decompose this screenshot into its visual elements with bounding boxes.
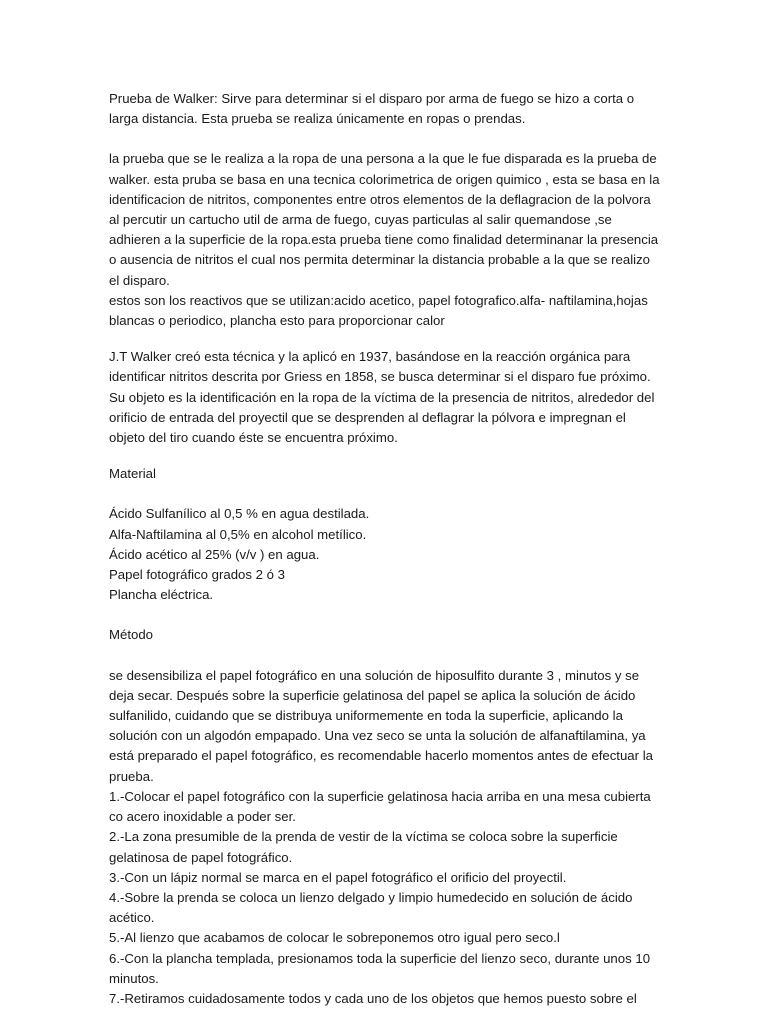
materials-list [109,504,661,605]
paragraph-gap [109,605,661,625]
method-heading: Método [109,627,153,643]
intro-paragraph: Prueba de Walker: Sirve para determinar si el disparo por arma de fuego se hizo a corta o larga distancia. Esta prueba se realiza únicamente en ropas o prendas. [109,91,635,127]
method-step: 2.-La zona presumible de la prenda de vestir de la víctima se coloca sobre la superficie gelatinosa de papel fotográfico. [109,829,618,865]
method-step: 7.-Retiramos cuidadosamente todos y cada uno de los objetos que hemos puesto sobre el [109,990,637,1006]
method-step: 6.-Con la plancha templada, presionamos toda la superficie del lienzo seco, durante unos 10 minutos. [109,950,651,986]
method-step: 1.-Colocar el papel fotográfico con la superficie gelatinosa hacia arriba en una mesa cubierta co acero inoxidable a poder ser. [109,788,651,825]
walker-description-paragraph: la prueba que se le realiza a la ropa de una persona a la que le fue disparada es la prueba de walker. esta pruba se basa en una tecnica colorimetrica de origen quimico , esta se basa en la identificacion de nitritos, componentes entre otros elementos de la deflagracion de la polvora al percutir un cartucho util de arma de fuego, cuyas particulas al salir quemandose ,se adhieren a la superficie de la ropa.esta prueba tiene como finalidad determinanar la presencia o ausencia de nitritos el cual nos permita determinar la distancia probable a la que se realizo el disparo. estos son los reactivos que se utilizan:acido acetico, papel fotografico.alfa- naftilamina,hojas blancas o periodico, plancha esto para proporcionar calor [109,151,660,329]
material-item: Plancha eléctrica. [109,587,214,603]
material-item: Ácido Sulfanílico al 0,5 % en agua destilada. [109,506,370,522]
document-body [109,89,661,1009]
paragraph-gap [109,331,661,347]
material-item: Papel fotográfico grados 2 ó 3 [109,567,285,583]
method-step: 3.-Con un lápiz normal se marca en el papel fotográfico el orificio del proyectil. [109,869,567,885]
method-step: 4.-Sobre la prenda se coloca un lienzo delgado y limpio humedecido en solución de ácido acético. [109,889,633,926]
paragraph-gap [109,484,661,504]
paragraph-gap [109,646,661,666]
history-paragraph: J.T Walker creó esta técnica y la aplicó en 1937, basándose en la reacción orgánica para identificar nitritos descrita por Griess en 1858, se busca determinar si el disparo fue próximo. Su objeto es la identificación en la ropa de la víctima de la presencia de nitritos, alrededor del orificio de entrada del proyectil que se desprenden al deflagrar la pólvora e impregnan el objeto del tiro cuando éste se encuentra próximo. [109,349,655,446]
method-step: 5.-Al lienzo que acabamos de colocar le sobreponemos otro igual pero seco.l [109,930,560,946]
material-item: Alfa-Naftilamina al 0,5% en alcohol metílico. [109,526,367,542]
paragraph-gap [109,448,661,464]
material-heading: Material [109,466,156,482]
method-steps-list [109,787,661,1009]
method-intro-paragraph: se desensibiliza el papel fotográfico en una solución de hiposulfito durante 3 , minutos y se deja secar. Después sobre la superficie gelatinosa del papel se aplica la solución de ácido sulfanilido, cuidando que se distribuya uniformemente en toda la superficie, aplicando la solución con un algodón empapado. Una vez seco se unta la solución de alfanaftilamina, ya está preparado el papel fotográfico, es recomendable hacerlo momentos antes de efectuar la prueba. [109,667,653,784]
paragraph-gap [109,129,661,149]
material-item: Ácido acético al 25% (v/v ) en agua. [109,546,320,562]
